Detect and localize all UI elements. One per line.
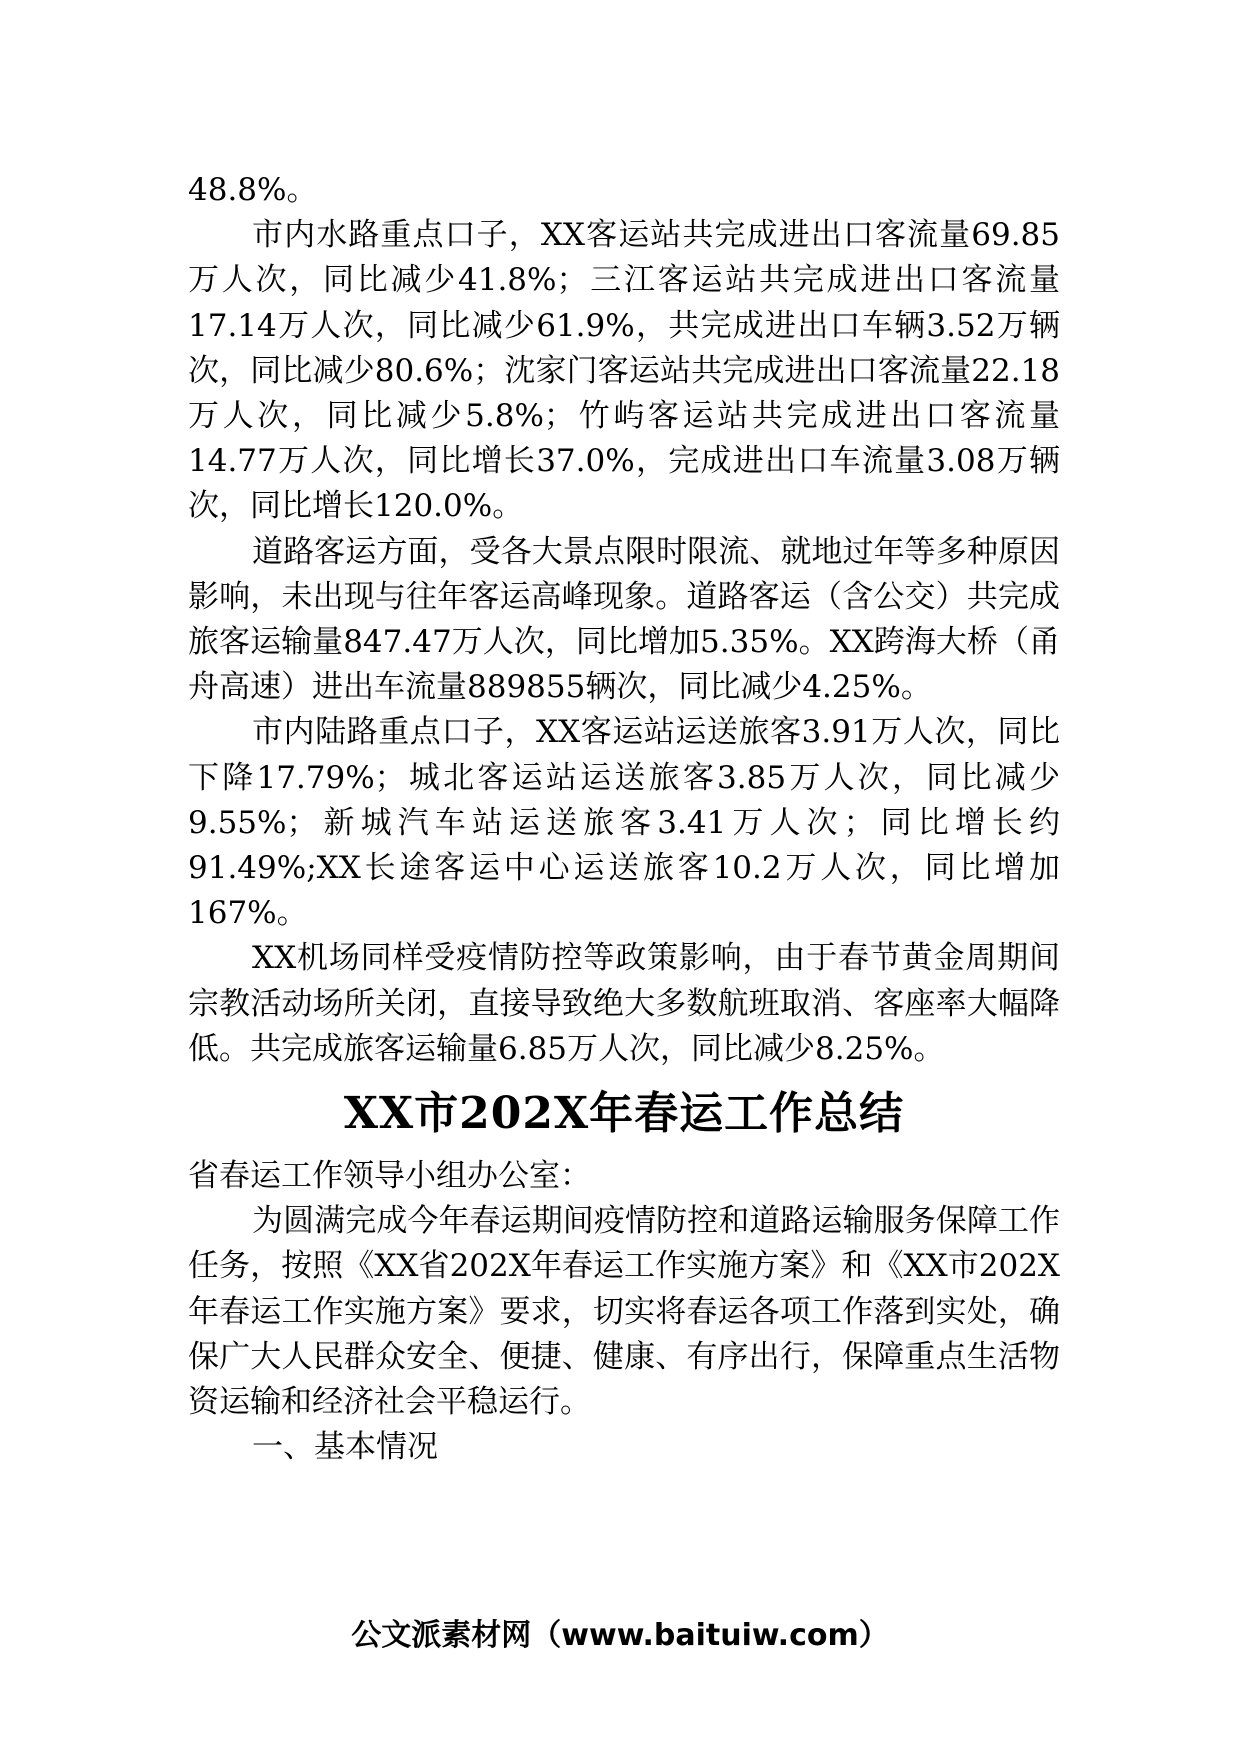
paragraph-airport: XX机场同样受疫情防控等政策影响，由于春节黄金周期间宗教活动场所关闭，直接导致绝大多数航班取消、客座率大幅降低。共完成旅客运输量6.85万人次，同比减少8.25%。 [188,940,1060,1067]
document-title: XX市202X年春运工作总结 [343,1088,905,1140]
paragraph-intro: 为圆满完成今年春运期间疫情防控和道路运输服务保障工作任务，按照《XX省202X年春运工作实施方案》和《XX市202X年春运工作实施方案》要求，切实将春运各项工作落到实处，确保广大人民群众安全、便捷、健康、有序出行，保障重点生活物资运输和经济社会平稳运行。 [188,1203,1060,1421]
paragraph-waterway: 市内水路重点口子，XX客运站共完成进出口客流量69.85万人次，同比减少41.8%；三江客运站共完成进出口客流量17.14万人次，同比减少61.9%，共完成进出口车辆3.52万辆次，同比减少80.6%；沈家门客运站共完成进出口客流量22.18万人次，同比减少5.8%；竹屿客运站共完成进出口客流量14.77万人次，同比增长37.0%，完成进出口车流量3.08万辆次，同比增长120.0%。 [188,217,1060,525]
section-heading: 一、基本情况 [252,1429,438,1466]
footer-watermark: 公文派素材网（www.baituiw.com） [351,1618,889,1653]
paragraph-road-transport: 道路客运方面，受各大景点限时限流、就地过年等多种原因影响，未出现与往年客运高峰现象。道路客运（含公交）共完成旅客运输量847.47万人次，同比增加5.35%。XX跨海大桥（甬舟高速）进出车流量889855辆次，同比减少4.25%。 [188,533,1060,706]
paragraph-continuation: 48.8%。 [188,172,318,208]
document-body [188,168,1060,1470]
paragraph-land-stations: 市内陆路重点口子，XX客运站运送旅客3.91万人次，同比下降17.79%；城北客运站运送旅客3.85万人次，同比减少9.55%；新城汽车站运送旅客3.41万人次；同比增长约91.49%;XX长途客运中心运送旅客10.2万人次，同比增加167%。 [188,714,1060,932]
salutation: 省春运工作领导小组办公室： [188,1158,591,1195]
